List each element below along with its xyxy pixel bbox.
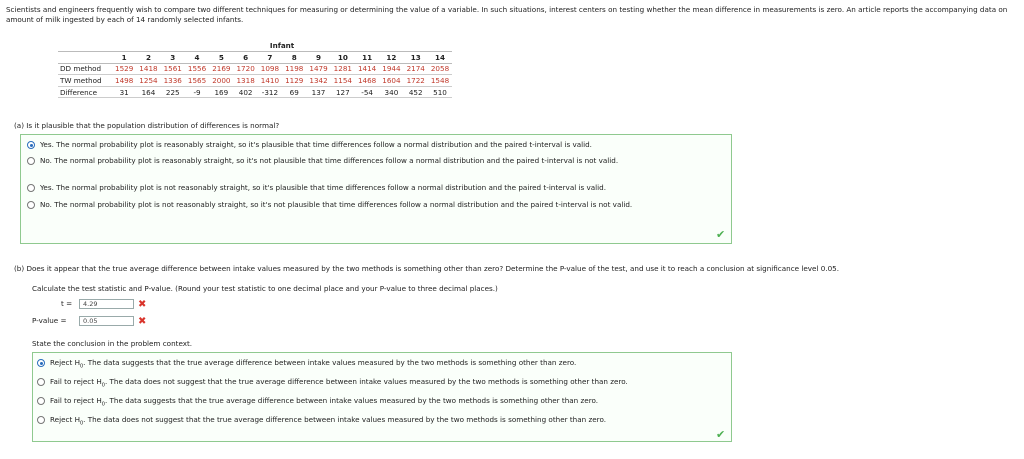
table-cell: 340 [379,86,403,98]
table-cell: 164 [136,86,160,98]
row-label: TW method [58,75,112,87]
table-cell: -54 [355,86,379,98]
x-icon: ✖ [138,316,147,327]
column-header: 11 [355,52,379,64]
column-header: 1 [112,52,136,64]
table-cell: 1418 [136,63,160,75]
row-label: DD method [58,63,112,75]
part-b-instruction: Calculate the test statistic and P-value. (Round your test statistic to one decimal place and your P-value to three decimal places.) [32,284,498,293]
column-header: 9 [306,52,330,64]
table-cell: 31 [112,86,136,98]
part-a-answer-box [20,134,732,244]
column-header: 14 [428,52,452,64]
radio-icon[interactable] [27,157,35,165]
part-b-option-1[interactable]: Reject $H_0$. The data suggests that the true average difference between intake values measured by the two methods is something other than zero. [37,358,727,371]
part-a-option-3[interactable]: Yes. The normal probability plot is not reasonably straight, so it's plausible that time differences follow a normal distribution and the paired t-interval is valid. [27,183,717,193]
table-cell: 1336 [161,75,185,87]
table-cell: 1154 [331,75,355,87]
t-label: t = [61,299,73,308]
table-cell: 1129 [282,75,306,87]
part-a-option-1[interactable]: Yes. The normal probability plot is reasonably straight, so it's plausible that time differences follow a normal distribution and the paired t-interval is valid. [27,140,717,150]
table-cell: 1556 [185,63,209,75]
part-b-option-3[interactable]: Fail to reject $H_0$. The data suggests that the true average difference between intake values measured by the two methods is something other than zero. [37,396,727,409]
table-cell: 1529 [112,63,136,75]
table-cell: 1548 [428,75,452,87]
table-cell: -9 [185,86,209,98]
column-header: 6 [233,52,257,64]
t-statistic-input[interactable]: 4.29 [79,299,134,309]
part-b-option-4[interactable]: Reject $H_0$. The data does not suggest that the true average difference between intake values measured by the two methods is something other than zero. [37,415,727,428]
table-cell: 1414 [355,63,379,75]
table-cell: 2058 [428,63,452,75]
column-header: 10 [331,52,355,64]
radio-icon[interactable] [27,201,35,209]
table-cell: 1410 [258,75,282,87]
p-value-input[interactable]: 0.05 [79,316,134,326]
radio-icon[interactable] [37,416,45,424]
table-header: Infant [112,40,452,52]
table-cell: 225 [161,86,185,98]
column-header: 2 [136,52,160,64]
table-cell: 1479 [306,63,330,75]
table-row-tw [58,75,452,87]
table-cell: 1944 [379,63,403,75]
table-cell: 1604 [379,75,403,87]
column-header: 7 [258,52,282,64]
radio-selected-icon[interactable] [37,359,45,367]
part-a-option-4[interactable]: No. The normal probability plot is not reasonably straight, so it's not plausible that time differences follow a normal distribution and the paired t-interval is not valid. [27,200,717,210]
table-cell: 1318 [233,75,257,87]
radio-icon[interactable] [37,378,45,386]
table-cell: 1342 [306,75,330,87]
problem-intro: Scientists and engineers frequently wish to compare two different techniques for measuring or determining the value of a variable. In such situations, interest centers on testing whether the mean difference in measurements is zero. An article reports the accompanying data on amount of milk ingested by each of 14 randomly selected infants. [6,5,1008,24]
table-cell: 402 [233,86,257,98]
radio-selected-icon[interactable] [27,141,35,149]
column-header: 4 [185,52,209,64]
table-cell: 1722 [404,75,428,87]
table-cell: 1565 [185,75,209,87]
data-table [58,40,452,98]
table-cell: -312 [258,86,282,98]
table-cell: 1561 [161,63,185,75]
column-header: 8 [282,52,306,64]
table-cell: 169 [209,86,233,98]
table-cell: 1281 [331,63,355,75]
conclusion-label: State the conclusion in the problem context. [32,339,193,348]
column-header: 12 [379,52,403,64]
p-value-label: P-value = [32,316,67,325]
table-row-dd [58,63,452,75]
row-label: Difference [58,86,112,98]
column-header: 3 [161,52,185,64]
part-b-question: (b) Does it appear that the true average difference between intake values measured by the two methods is something other than zero? Determine the P-value of the test, and use it to reach a conclusion at significance level 0.05. [14,264,840,273]
table-cell: 452 [404,86,428,98]
table-cell: 2174 [404,63,428,75]
table-cell: 69 [282,86,306,98]
table-cell: 127 [331,86,355,98]
table-cell: 137 [306,86,330,98]
table-cell: 1498 [112,75,136,87]
part-b-option-2[interactable]: Fail to reject $H_0$. The data does not suggest that the true average difference between intake values measured by the two methods is something other than zero. [37,377,727,390]
table-cell: 1720 [233,63,257,75]
part-a-question: (a) Is it plausible that the population distribution of differences is normal? [14,121,280,130]
column-header: 5 [209,52,233,64]
table-row-difference [58,86,452,98]
table-cell: 1468 [355,75,379,87]
part-a-option-2[interactable]: No. The normal probability plot is reasonably straight, so it's not plausible that time differences follow a normal distribution and the paired t-interval is not valid. [27,156,717,166]
table-cell: 2169 [209,63,233,75]
table-cell: 1198 [282,63,306,75]
table-cell: 1254 [136,75,160,87]
check-icon: ✔ [716,428,726,441]
column-header-row [58,52,452,64]
part-b-answer-box [32,352,732,442]
column-header: 13 [404,52,428,64]
x-icon: ✖ [138,299,147,310]
table-cell: 510 [428,86,452,98]
table-cell: 1098 [258,63,282,75]
table-cell: 2000 [209,75,233,87]
radio-icon[interactable] [27,184,35,192]
radio-icon[interactable] [37,397,45,405]
check-icon: ✔ [716,228,726,241]
